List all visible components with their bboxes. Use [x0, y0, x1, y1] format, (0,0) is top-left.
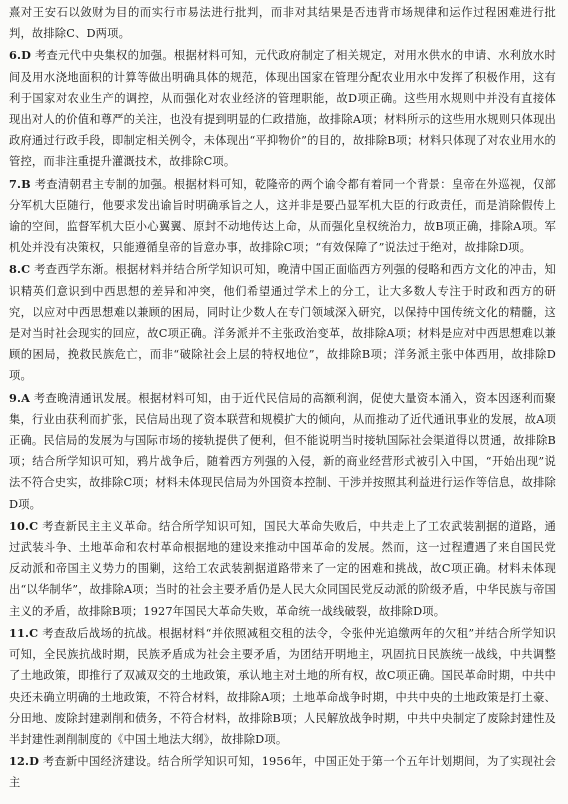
- answer-item-11: [9, 623, 556, 750]
- answer-number: 11.C: [9, 625, 39, 640]
- answer-number: 6.D: [9, 48, 32, 63]
- answer-number: 7.B: [9, 176, 31, 191]
- answer-explanation-text: 考查新民主主义革命。结合所学知识可知，国民大革命失败后，中共走上了工农武装割据的道路，通过武装斗争、土地革命和农村革命根据地的建设来推动中国革命的发展。然而，这一过程遭遇了来自国民党反动派和帝国主义势力的围剿，这给工农武装割据道路带来了一定的困难和挑战，故C项正确。材料未体现出“以华制华”，故排除A项；当时的社会主要矛盾仍是人民大众同国民党反动派的阶级矛盾，中华民族与帝国主义的矛盾，故排除B项；1927年国民大革命失败，革命统一战线破裂，故排除D项。: [9, 519, 556, 618]
- answer-number: 12.D: [9, 754, 40, 769]
- answer-explanation-text: 考查西学东渐。根据材料并结合所学知识可知，晚清中国正面临西方列强的侵略和西方文化的冲击，知识精英们意识到中西思想的差异和冲突，他们希望通过学术上的分工，让大多数人专注于时政和西方的研究，以应对中西思想难以兼顾的困局，同时让少数人在专门领域深入研究，以保持中国传统文化的精髓，这是对当时社会现实的回应，故C项正确。洋务派并不主张政治变革，故排除A项；材料是应对中西思想难以兼顾的困局，挽救民族危亡，而非“破除社会上层的特权地位”，故排除B项；洋务派主张中体西用，故排除D项。: [9, 263, 556, 383]
- answer-item-6: [9, 45, 556, 172]
- answer-item-12: [9, 751, 556, 793]
- answer-item-8: [9, 259, 556, 386]
- answer-explanation-text: 考查新中国经济建设。结合所学知识可知，1956年，中国正处于第一个五年计划期间，为了实现社会主: [9, 755, 556, 790]
- answer-number: 10.C: [9, 518, 39, 533]
- answer-item-9: [9, 388, 556, 515]
- answer-explanation-text: 考查元代中央集权的加强。根据材料可知，元代政府制定了相关规定，对用水供水的申请、水利放水时间及用水浇地面积的计算等做出明确具体的规范，体现出国家在管理分配农业用水中发挥了积极作用，这有利于国家对农业生产的调控，从而强化对农业经济的管理职能，故D项正确。这些用水规则中并没有直接体现出对人的价值和尊严的关注，也没有提到明显的仁政措施，故排除A项；材料所示的这些用水规则只体现出政府通过行政手段，即制定相关例令，未体现出“平抑物价”的目的，故排除B项；材料只体现了对农业用水的管控，而非注重提升灌溉技术，故排除C项。: [9, 49, 556, 169]
- answer-explanation-text: 考查晚清通讯发展。根据材料可知，由于近代民信局的高额利润，促使大量资本涌入，资本因逐利而聚集，行业由获利而扩张，民信局出现了资本联营和规模扩大的倾向，从而推动了近代通讯事业的发展，故A项正确。民信局的发展为与国际市场的接轨提供了便利，但不能说明当时接轨国际社会渠道得以贯通，故排除B项；结合所学知识可知，鸦片战争后，随着西方列强的入侵，新的商业经营形式被引入中国，“开始出现”说法不符合史实，故排除C项；材料未体现民信局为外国资本控制、干涉并按照其利益进行运作等信息，故排除D项。: [9, 391, 556, 511]
- answer-item-7: [9, 174, 556, 259]
- paragraph-text: 熹对王安石以敛财为目的而实行市易法进行批判，而非对其结果是否违背市场规律和运作过程困难进行批判，故排除C、D两项。: [9, 6, 556, 41]
- answer-item-10: [9, 516, 556, 622]
- answer-number: 9.A: [9, 390, 31, 405]
- answer-explanation-text: 考查敌后战场的抗战。根据材料“并依照减租交租的法令，令张仲光追缴两年的欠租”并结合所学知识可知，全民族抗战时期，民族矛盾成为社会主要矛盾，为团结开明地主，巩固抗日民族统一战线，中共调整了土地政策，即推行了双减双交的土地政策，承认地主对土地的所有权，故C项正确。国民革命时期，中共中央还未确立明确的土地政策，不符合材料，故排除A项；土地革命战争时期，中共中央的土地政策是打土豪、分田地、废除封建剥削和债务，不符合材料，故排除B项；人民解放战争时期，中共中央制定了废除封建性及半封建性剥削制度的《中国土地法大纲》，故排除D项。: [9, 626, 556, 746]
- paragraph-continuation: [9, 2, 556, 44]
- answer-number: 8.C: [9, 262, 31, 277]
- answer-explanation-text: 考查清朝君主专制的加强。根据材料可知，乾隆帝的两个谕令都有着同一个背景：皇帝在外巡视，仅部分军机大臣随行，他要求发出谕旨时明确承旨之人，这并非是要凸显军机大臣的行政责任，而是消除假传上谕的空间，监督军机大臣小心翼翼、原封不动地传达上命，从而强化皇权统治力，故B项正确，排除A项。军机处并没有决策权，只能遵循皇帝的旨意办事，故排除C项；“有效保障了”说法过于绝对，故排除D项。: [9, 177, 556, 255]
